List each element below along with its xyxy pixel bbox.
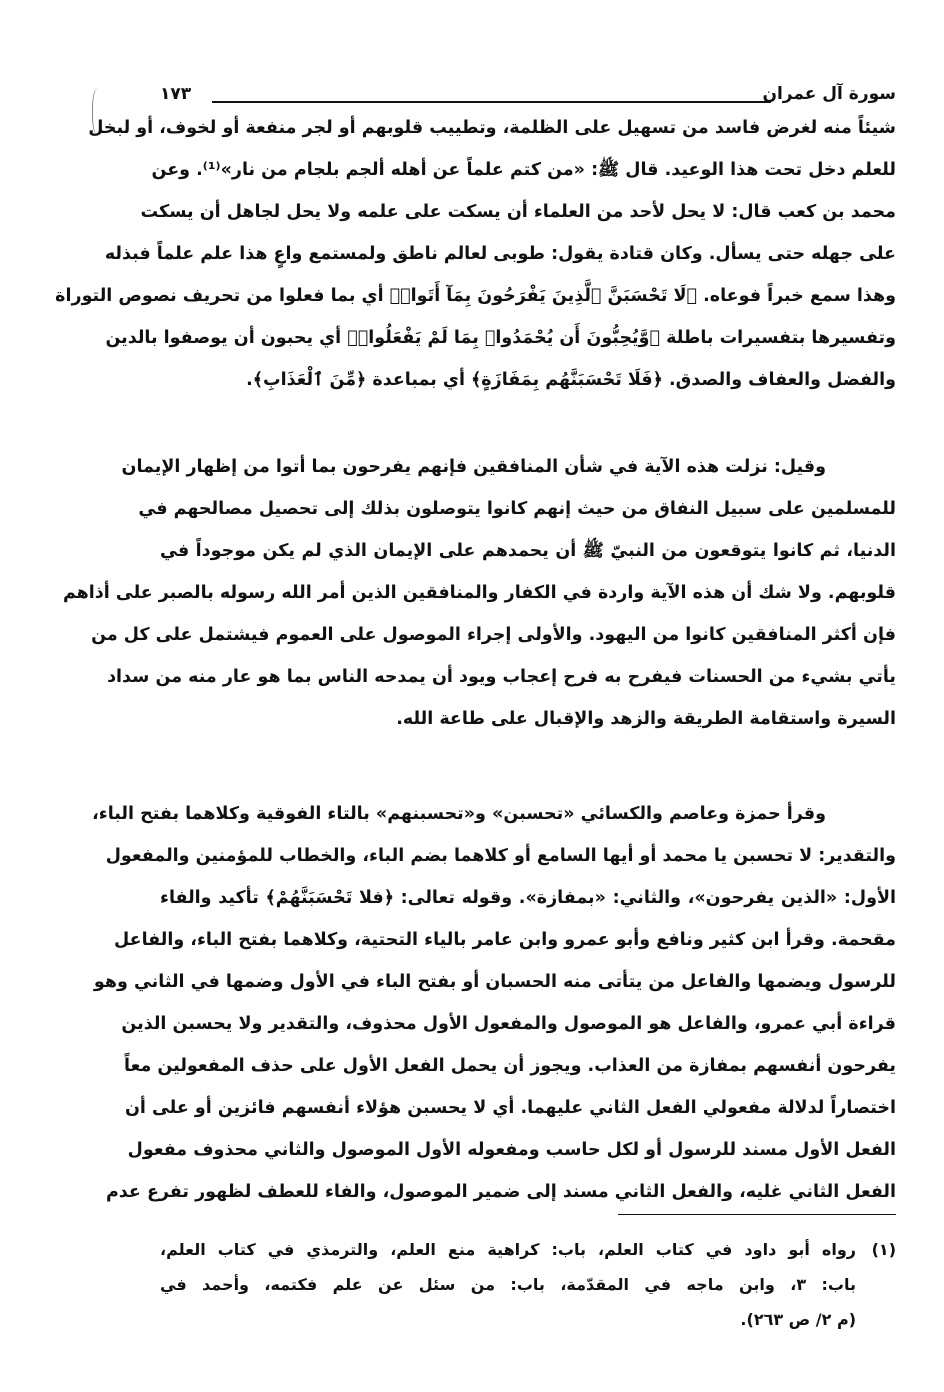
text-line: الدنيا، ثم كانوا يتوقعون من النبيّ ﷺ أن يحمدهم على الإيمان الذي لم يكن موجوداً في xyxy=(160,541,896,561)
text-line: وتفسيرها بتفسيرات باطلة ﴿وَّيُحِبُّونَ أَن يُحْمَدُوا۟ بِمَا لَمْ يَفْعَلُوا۟﴾ أي يحبون أن يوصفوا بالدين xyxy=(105,328,896,348)
text-line: شيئاً منه لغرض فاسد من تسهيل على الظلمة، وتطييب قلوبهم أو لجر منفعة أو لخوف، أو لبخل xyxy=(88,118,896,138)
paragraph-2 xyxy=(62,446,896,740)
text-line: وقرأ حمزة وعاصم والكسائي «تحسبن» و«تحسبنهم» بالتاء الفوقية وكلاهما بفتح الباء، xyxy=(92,804,826,824)
footnote-line: باب: ٣، وابن ماجه في المقدّمة، باب: من سئل عن علم فكتمه، وأحمد في xyxy=(160,1275,857,1294)
footnote-number: (١) xyxy=(871,1240,896,1259)
text-line: وهذا سمع خبراً فوعاه. ﴿لَا تَحْسَبَنَّ ٱلَّذِينَ يَفْرَحُونَ بِمَآ أَتَوا۟﴾ أي بما فعلوا من تحريف نصوص التوراة xyxy=(55,286,896,306)
text-line: يأتي بشيء من الحسنات فيفرح به فرح إعجاب ويود أن يمدحه الناس بما هو عار منه من سداد xyxy=(107,667,896,687)
text-line: والفضل والعفاف والصدق. ﴿فَلَا تَحْسَبَنَّهُم بِمَفَازَةٍ﴾ أي بمباعدة ﴿مِّنَ ٱلْعَذَابِ﴾. xyxy=(246,370,896,390)
text-line: قراءة أبي عمرو، والفاعل هو الموصول والمفعول الأول محذوف، والتقدير ولا يحسبن الذين xyxy=(121,1014,896,1034)
text-line: فإن أكثر المنافقين كانوا من اليهود. والأولى إجراء الموصول على العموم فيشتمل على كل من xyxy=(91,625,896,645)
text-line: مقحمة. وقرأ ابن كثير ونافع وأبو عمرو وابن عامر بالياء التحتية، وكلاهما بفتح الباء، والفاعل xyxy=(114,930,896,950)
paragraph-3 xyxy=(92,793,896,1213)
text-line: الفعل الثاني غليه، والفعل الثاني مسند إلى ضمير الموصول، والفاء للعطف لظهور تفرع عدم xyxy=(105,1182,896,1202)
text-line: والتقدير: لا تحسبن يا محمد أو أيها السامع أو كلاهما بضم الباء، والخطاب للمؤمنين والمفعول xyxy=(105,846,896,866)
text-line: للمسلمين على سبيل النفاق من حيث إنهم كانوا يتوصلون بذلك إلى تحصيل مصالحهم في xyxy=(138,499,896,519)
footnote-line: (م ٢/ ص ٢٦٣). xyxy=(740,1310,856,1329)
text-line: للرسول ويضمها والفاعل من يتأتى منه الحسبان أو بفتح الباء في الأول وضمها في الثاني وهو xyxy=(93,972,896,992)
text-line: يفرحون أنفسهم بمفازة من العذاب. ويجوز أن يحمل الفعل الأول على حذف المفعولين معاً xyxy=(124,1056,896,1076)
text-line: محمد بن كعب قال: لا يحل لأحد من العلماء أن يسكت على علمه ولا يحل لجاهل أن يسكت xyxy=(140,202,896,222)
text-line: الفعل الأول مسند للرسول أو لكل حاسب ومفعوله الأول الموصول والثاني محذوف مفعول xyxy=(127,1140,896,1160)
text-line: على جهله حتى يسأل. وكان قتادة يقول: طوبى لعالم ناطق ولمستمع واعٍ هذا علم علماً فبذله xyxy=(104,244,896,264)
text-line: اختصاراً لدلالة مفعولي الفعل الثاني عليهما. أي لا يحسبن هؤلاء أنفسهم فائزين أو على أن xyxy=(124,1098,896,1118)
paragraph-1 xyxy=(55,107,896,401)
surah-title: سورة آل عمران xyxy=(762,84,896,104)
text-line: للعلم دخل تحت هذا الوعيد. قال ﷺ: «من كتم علماً عن أهله ألجم بلجام من نار»⁽¹⁾. وعن xyxy=(151,160,896,180)
footnote-separator xyxy=(618,1214,896,1215)
text-line: الأول: «الذين يفرحون»، والثاني: «بمفازة». وقوله تعالى: ﴿فلا تَحْسَبَنَّهُمْ﴾ تأكيد والفاء xyxy=(160,888,896,908)
footnote-line: رواه أبو داود في كتاب العلم، باب: كراهية منع العلم، والترمذي في كتاب العلم، xyxy=(160,1240,856,1259)
text-line: وقيل: نزلت هذه الآية في شأن المنافقين فإنهم يفرحون بما أتوا من إظهار الإيمان xyxy=(121,457,826,477)
text-line: قلوبهم. ولا شك أن هذه الآية واردة في الكفار والمنافقين الذين أمر الله رسوله بالصبر على أذاهم xyxy=(62,583,896,603)
text-line: السيرة واستقامة الطريقة والزهد والإقبال على طاعة الله. xyxy=(396,709,896,729)
footnote xyxy=(160,1232,896,1337)
page-number: ١٧٣ xyxy=(160,84,192,104)
header-rule xyxy=(212,101,771,103)
